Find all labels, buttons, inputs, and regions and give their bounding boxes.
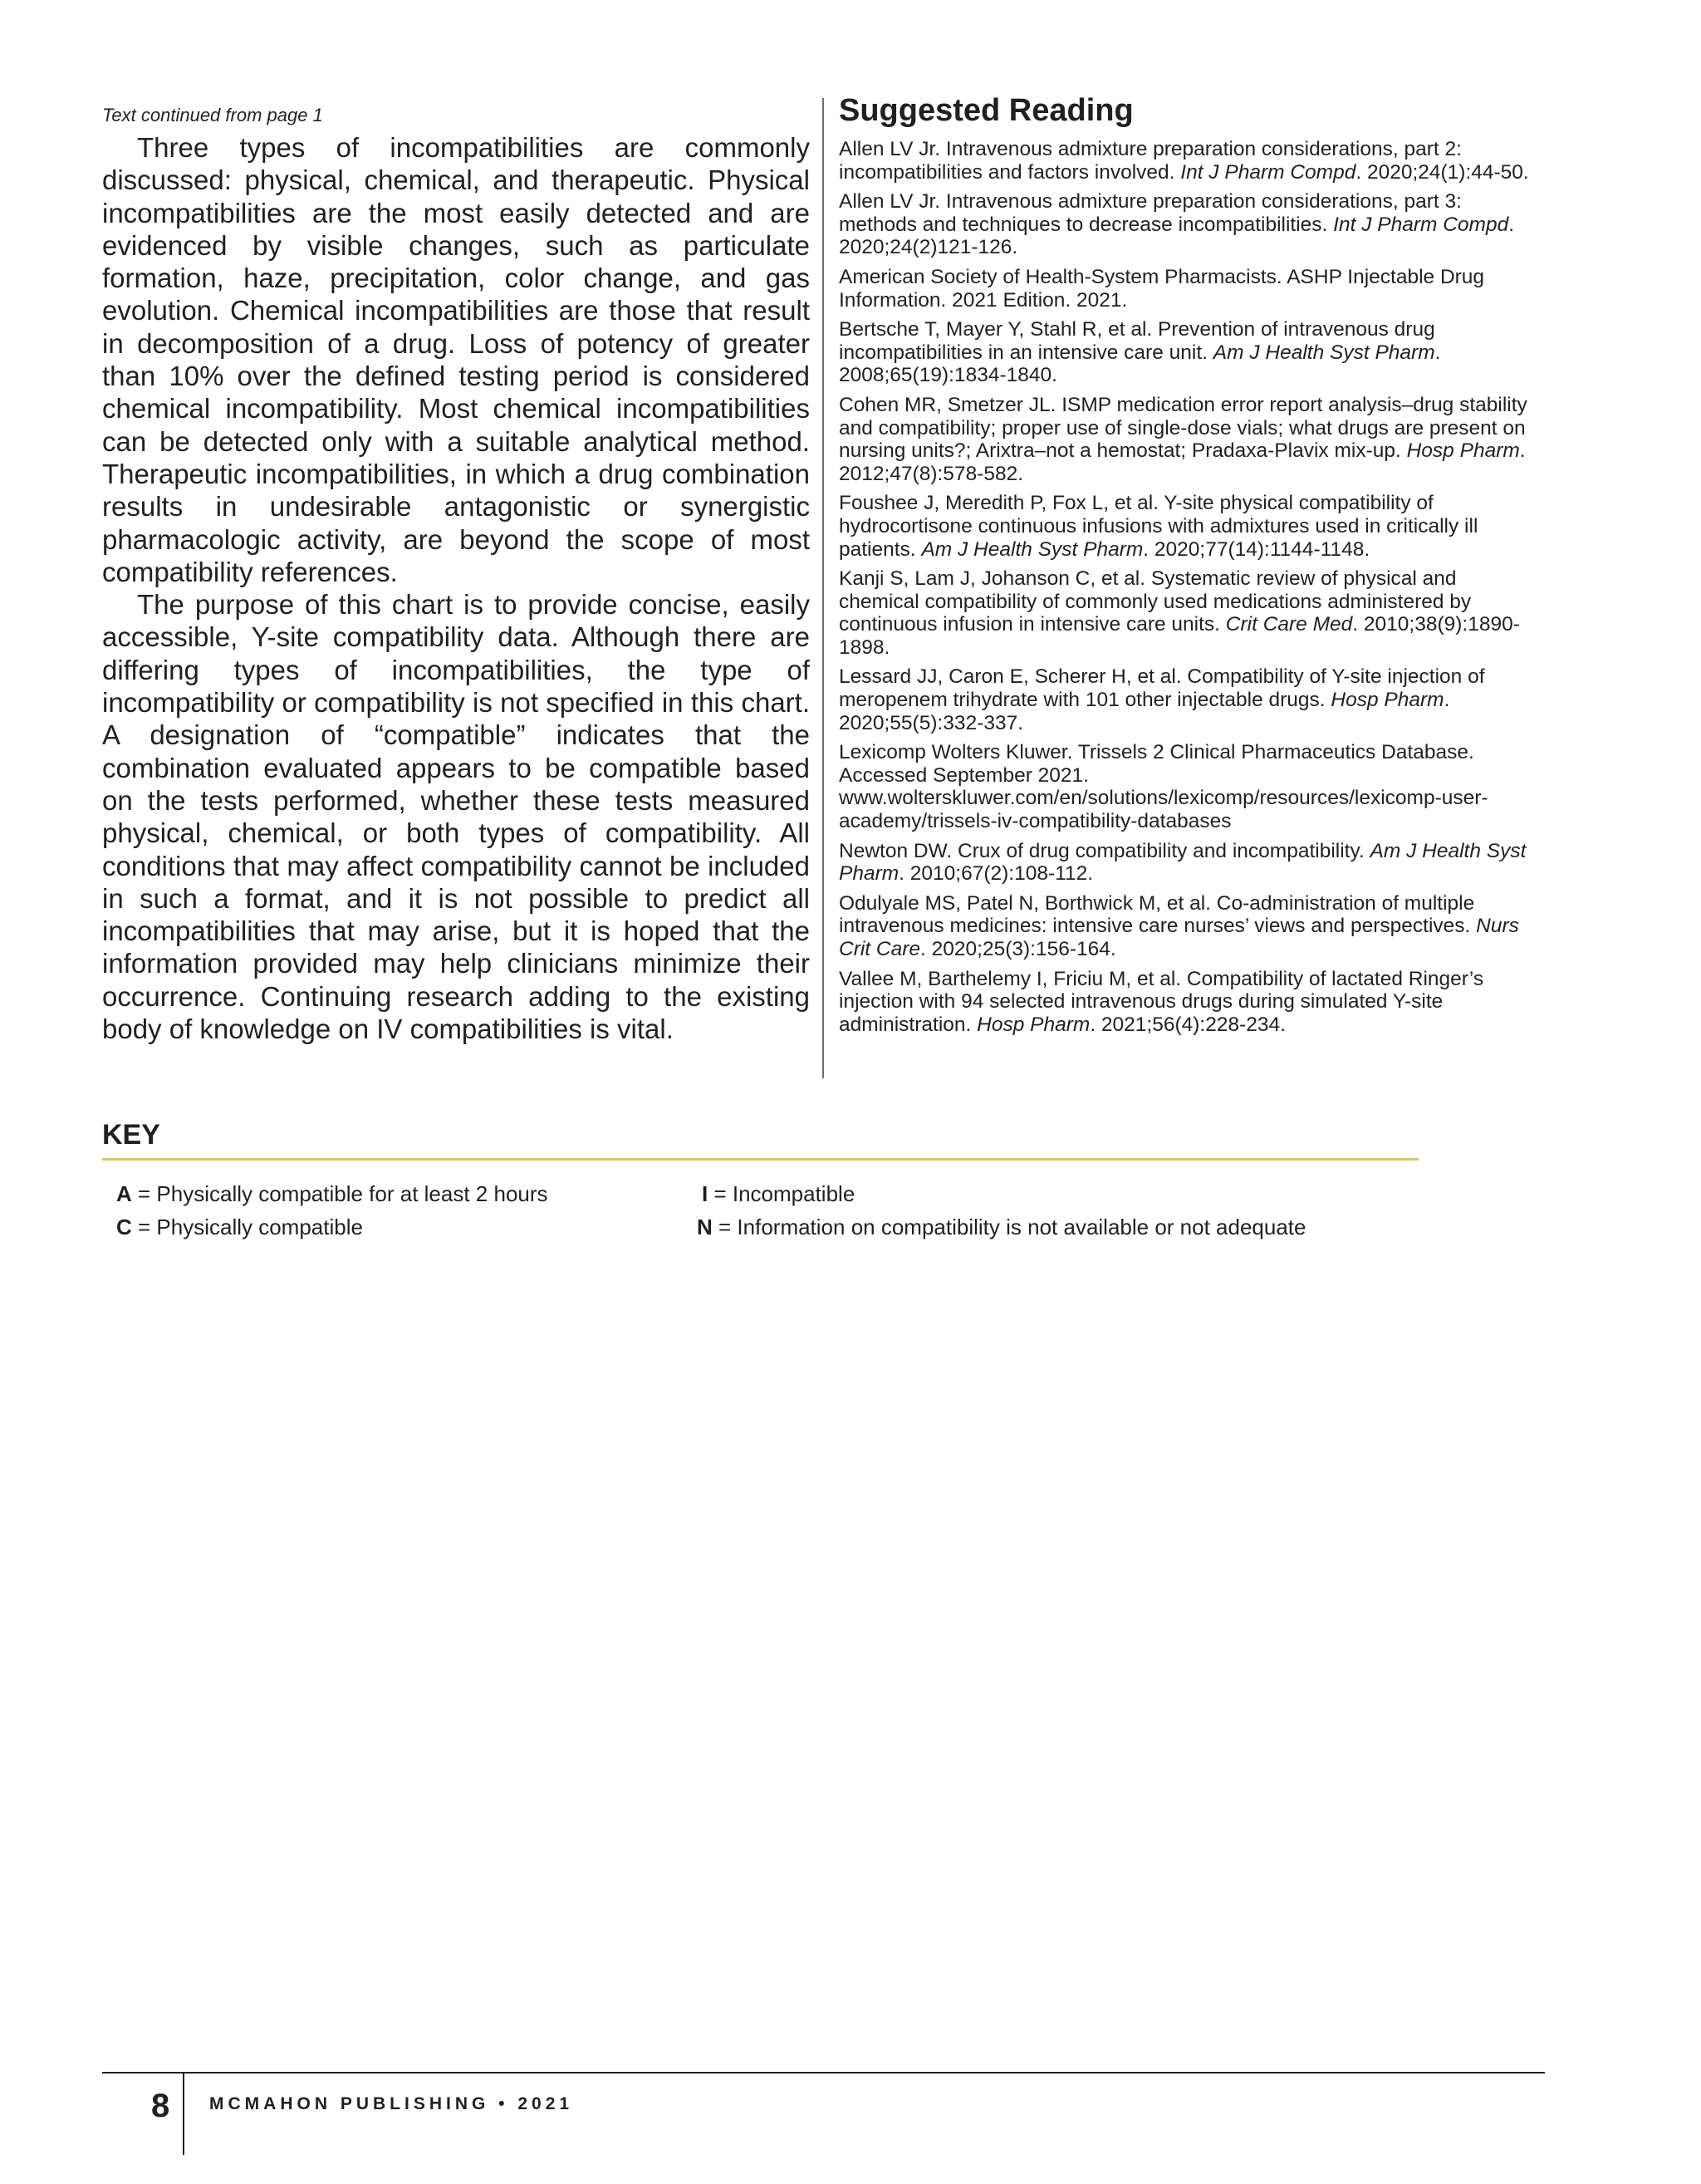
- reference-item: Newton DW. Crux of drug compatibility and incompatibility. Am J Health Syst Pharm. 2010;67(2):108-112.: [839, 839, 1527, 886]
- key-title: KEY: [102, 1119, 160, 1151]
- paragraph-incompatibility-types: Three types of incompatibilities are commonly discussed: physical, chemical, and therapeutic. Physical incompatibilities are the most easily detected and are evidenced by visible changes, such as particulate formation, haze, precipitation, color change, and gas evolution. Chemical incompatibilities are those that result in decomposition of a drug. Loss of potency of greater than 10% over the defined testing period is considered chemical incompatibility. Most chemical incompatibilities can be detected only with a suitable analytical method. Therapeutic incompatibilities, in which a drug combination results in undesirable antagonistic or synergistic pharmacologic activity, are beyond the scope of most compatibility references.: [102, 132, 810, 587]
- continued-note: Text continued from page 1: [102, 105, 323, 125]
- reference-item: Lessard JJ, Caron E, Scherer H, et al. Compatibility of Y-site injection of meropenem trihydrate with 101 other injectable drugs. Hosp Pharm. 2020;55(5):332-337.: [839, 665, 1485, 734]
- key-item-a: A = Physically compatible for at least 2 hours: [116, 1181, 548, 1206]
- paragraph-chart-purpose: The purpose of this chart is to provide concise, easily accessible, Y-site compatibility data. Although there are differing types of incompatibilities, the type of incompatibility or compatibility is not specified in this chart. A designation of “compatible” indicates that the combination evaluated appears to be compatible based on the tests performed, whether these tests measured physical, chemical, or both types of compatibility. All conditions that may affect compatibility cannot be included in such a format, and it is not possible to predict all incompatibilities that may arise, but it is hoped that the information provided may help clinicians minimize their occurrence. Continuing research adding to the existing body of knowledge on IV compatibilities is vital.: [102, 589, 810, 1045]
- reference-item: Vallee M, Barthelemy I, Friciu M, et al. Compatibility of lactated Ringer’s injection with 94 selected intravenous drugs during simulated Y-site administration. Hosp Pharm. 2021;56(4):228-234.: [839, 967, 1484, 1036]
- column-divider: [822, 98, 824, 1078]
- reference-item: American Society of Health-System Pharmacists. ASHP Injectable Drug Information. 2021 Edition. 2021.: [839, 265, 1485, 312]
- reference-item: Bertsche T, Mayer Y, Stahl R, et al. Prevention of intravenous drug incompatibilities in an intensive care unit. Am J Health Syst Pharm. 2008;65(19):1834-1840.: [839, 318, 1441, 387]
- footer-rule: [102, 2072, 1545, 2074]
- reference-item: Allen LV Jr. Intravenous admixture preparation considerations, part 2: incompatibilities and factors involved. Int J Pharm Compd. 2020;24(1):44-50.: [839, 138, 1529, 184]
- reference-item: Allen LV Jr. Intravenous admixture preparation considerations, part 3: methods and techniques to decrease incompatibilities. Int J Pharm Compd. 2020;24(2)121-126.: [839, 190, 1515, 259]
- suggested-reading-section: [839, 90, 1537, 1043]
- reference-list: [839, 138, 1537, 1036]
- key-legend: [102, 1161, 1419, 1244]
- key-item-c: C = Physically compatible: [116, 1215, 363, 1239]
- page-number: 8: [151, 2088, 170, 2124]
- reference-item: Foushee J, Meredith P, Fox L, et al. Y-site physical compatibility of hydrocortisone continuous infusions with admixtures used in critically ill patients. Am J Health Syst Pharm. 2020;77(14):1144-1148.: [839, 492, 1478, 561]
- publisher-line: MCMAHON PUBLISHING • 2021: [209, 2094, 574, 2113]
- reference-item: Odulyale MS, Patel N, Borthwick M, et al. Co-administration of multiple intravenous medicines: intensive care nurses’ views and perspectives. Nurs Crit Care. 2020;25(3):156-164.: [839, 891, 1519, 960]
- reference-item: Cohen MR, Smetzer JL. ISMP medication error report analysis–drug stability and compatibility; proper use of single-dose vials; what drugs are present on nursing units?; Arixtra–not a hemostat; Pradaxa-Plavix mix-up. Hosp Pharm. 2012;47(8):578-582.: [839, 393, 1527, 485]
- suggested-reading-title: Suggested Reading: [839, 93, 1134, 128]
- main-text-column: [102, 103, 810, 1045]
- reference-item: Kanji S, Lam J, Johanson C, et al. Systematic review of physical and chemical compatibility of commonly used medications administered by continuous infusion in intensive care units. Crit Care Med. 2010;38(9):1890-1898.: [839, 567, 1520, 659]
- reference-item: Lexicomp Wolters Kluwer. Trissels 2 Clinical Pharmaceutics Database. Accessed September 2021. www.wolterskluwer.com/en/solutions/lexicomp/resources/lexicomp-user-academy/trissels-iv-compatibility-databases: [839, 741, 1488, 833]
- key-item-i: I = Incompatible: [702, 1181, 855, 1206]
- key-item-n: N = Information on compatibility is not available or not adequate: [697, 1215, 1306, 1239]
- key-section: [102, 1117, 1419, 1244]
- footer-vertical-rule: [183, 2072, 184, 2155]
